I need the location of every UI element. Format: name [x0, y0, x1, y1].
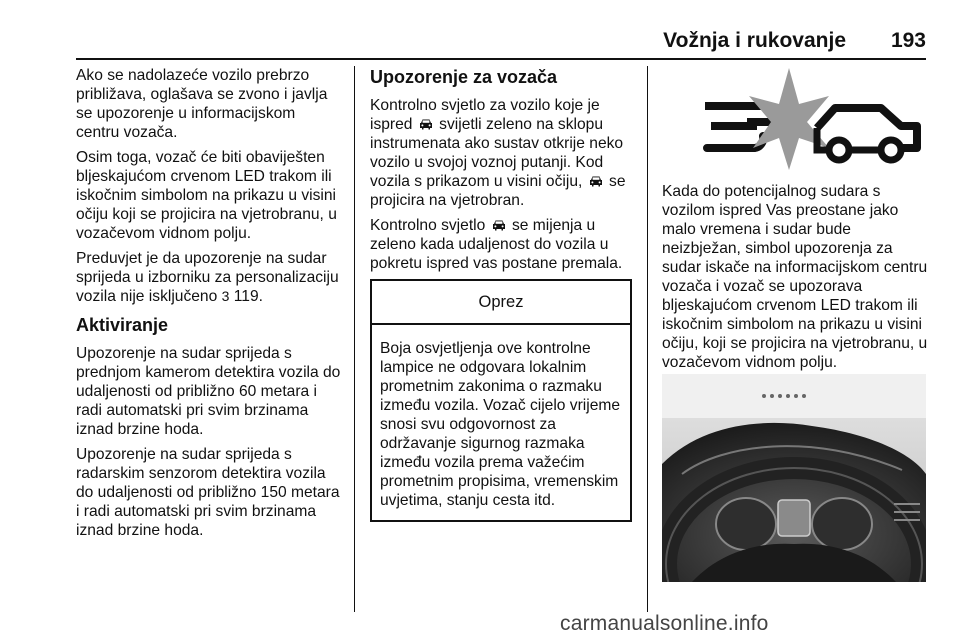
caution-text: Boja osvjetljenja ove kontrolne lampice ne odgovara lokalnim prometnim zakonima o razmaku između vozila. Vozač cijelo vrijeme snosi svu odgovornost za održavanje sigurnog razmaka između vozila prema važećim prometnim propisima, vremenskim uvjetima, stanju cesta itd. — [380, 340, 621, 509]
paragraph-text: Preduvjet je da upozorenje na sudar sprijeda u izborniku za personalizaciju vozila nije isključeno — [76, 250, 339, 305]
paragraph: Osim toga, vozač će biti obaviješten bljeskajućom crvenom LED trakom ili iskočnim simbolom na prikazu u visini očiju koji se projicira na vjetrobranu, u vozačevom vidnom polju. — [76, 149, 337, 242]
caution-box — [370, 279, 632, 522]
paragraph-text: se mijenja u zeleno kada udaljenost do vozila u pokretu ispred vas postane premala. — [370, 217, 623, 272]
paragraph-text: svijetli zeleno na sklopu instrumenata ako sustav otkrije neko vozilo u svojoj voznoj putanji. Kod vozila s prikazom u visini očiju, — [370, 116, 624, 190]
collision-warning-icon — [697, 66, 925, 174]
column-divider — [354, 66, 355, 612]
paragraph — [370, 216, 632, 273]
page-title: Vožnja i rukovanje — [663, 29, 846, 52]
section-heading: Aktiviranje — [76, 315, 169, 335]
paragraph — [370, 96, 632, 210]
page-reference-arrow: 3 — [221, 288, 230, 304]
watermark: carmanualsonline.info — [560, 612, 769, 635]
caution-title: Oprez — [372, 281, 630, 325]
car-front-icon — [492, 219, 506, 231]
paragraph-text: Kontrolno svjetlo za vozilo koje je ispred — [370, 97, 600, 133]
column-divider — [647, 66, 648, 612]
column-middle — [370, 66, 632, 522]
paragraph: Upozorenje na sudar sprijeda s radarskim senzorom detektira vozila do udaljenosti od približno 150 metara i radi automatski pri svim brzinama iznad brzine hoda. — [76, 446, 340, 539]
page-header — [76, 28, 926, 60]
paragraph — [76, 249, 342, 306]
paragraph-text: se projicira na vjetrobran. — [370, 173, 626, 209]
paragraph: Kada do potencijalnog sudara s vozilom ispred Vas preostane jako malo vremena i sudar bude neizbježan, simbol upozorenja za sudar iskače na informacijskom centru vozača i vozač se upozorava bljeskajućom crvenom LED trakom ili iskočnim simbolom na prikazu u visini očiju, koji se projicira na vjetrobranu, u vozačevom vidnom polju. — [662, 183, 928, 371]
dashboard-photo — [662, 374, 926, 582]
section-heading: Upozorenje za vozača — [370, 67, 558, 87]
paragraph: Upozorenje na sudar sprijeda s prednjom kamerom detektira vozila do udaljenosti od približno 60 metara i radi automatski pri svim brzinama iznad brzine hoda. — [76, 345, 341, 438]
page-number: 193 — [890, 29, 926, 52]
car-front-icon — [589, 175, 603, 187]
column-left — [76, 66, 342, 546]
paragraph-text: Kontrolno svjetlo — [370, 217, 486, 234]
page-reference-link[interactable]: 119. — [233, 288, 263, 305]
paragraph: Ako se nadolazeće vozilo prebrzo približava, oglašava se zvono i javlja se upozorenje u informacijskom centru vozača. — [76, 67, 328, 141]
car-front-icon — [419, 118, 433, 130]
